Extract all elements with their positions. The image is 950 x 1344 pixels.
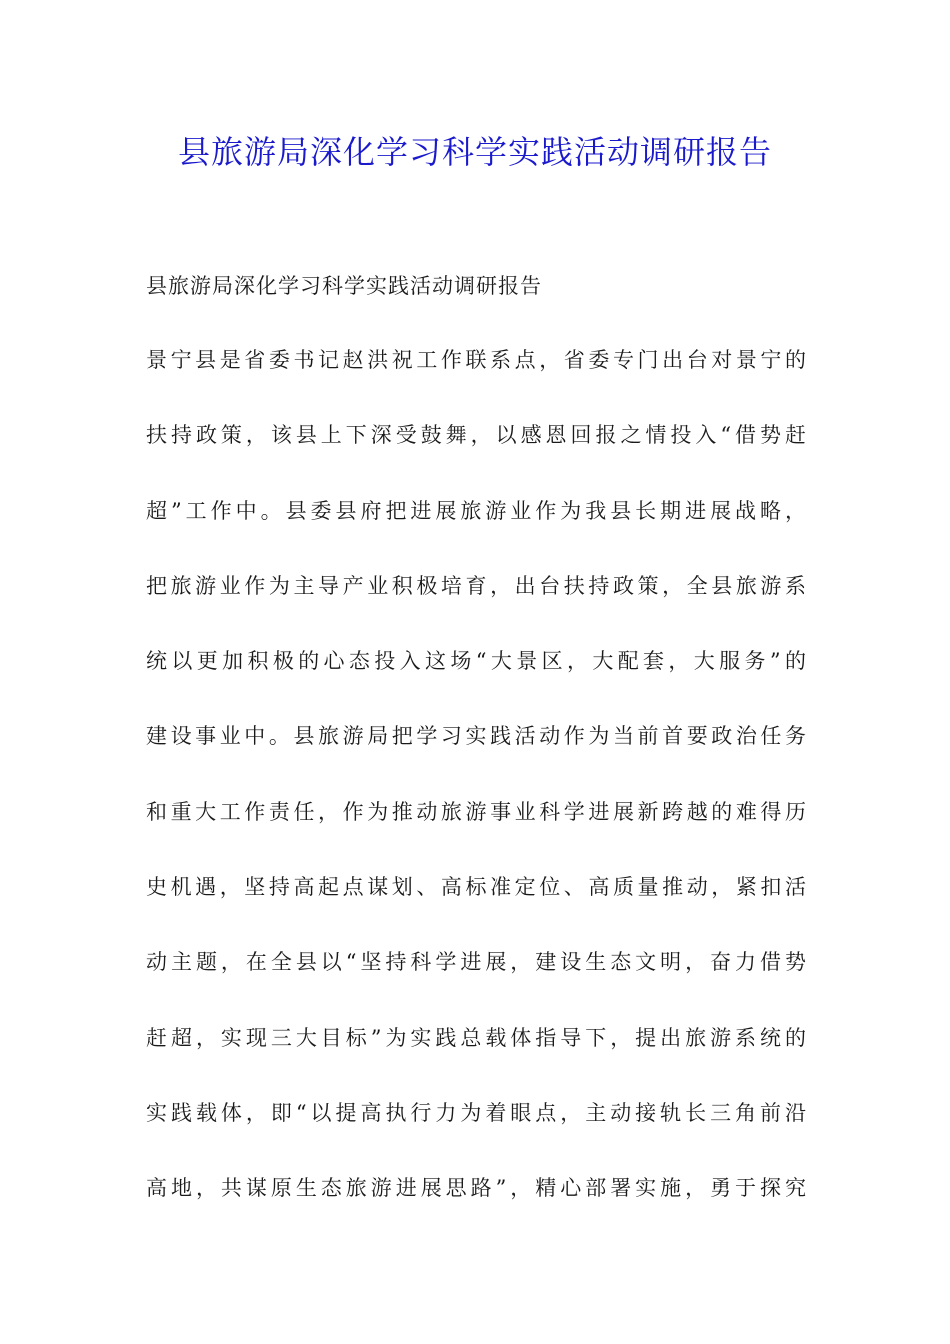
body-line: 赶超，实现三大目标”为实践总载体指导下，提出旅游系统的 xyxy=(146,1025,806,1050)
document-subtitle: 县旅游局深化学习科学实践活动调研报告 xyxy=(146,274,542,298)
body-line: 实践载体，即“以提高执行力为着眼点，主动接轨长三角前沿 xyxy=(146,1100,806,1125)
body-line: 把旅游业作为主导产业积极培育，出台扶持政策，全县旅游系 xyxy=(146,573,806,598)
body-paragraph xyxy=(146,340,806,1244)
body-line: 高地，共谋原生态旅游进展思路”，精心部署实施，勇于探究 xyxy=(146,1176,806,1201)
body-line: 动主题，在全县以“坚持科学进展，建设生态文明，奋力借势 xyxy=(146,950,806,975)
body-line: 扶持政策，该县上下深受鼓舞，以感恩回报之情投入“借势赶 xyxy=(146,423,806,448)
body-line: 景宁县是省委书记赵洪祝工作联系点，省委专门出台对景宁的 xyxy=(146,348,806,372)
page-title: 县旅游局深化学习科学实践活动调研报告 xyxy=(177,133,772,171)
body-line: 超”工作中。县委县府把进展旅游业作为我县长期进展战略， xyxy=(146,498,806,523)
body-line: 史机遇，坚持高起点谋划、高标准定位、高质量推动，紧扣活 xyxy=(146,875,806,900)
body-line: 建设事业中。县旅游局把学习实践活动作为当前首要政治任务 xyxy=(146,724,806,749)
body-line: 统以更加积极的心态投入这场“大景区，大配套，大服务”的 xyxy=(146,649,806,674)
body-line: 和重大工作责任，作为推动旅游事业科学进展新跨越的难得历 xyxy=(146,799,806,824)
